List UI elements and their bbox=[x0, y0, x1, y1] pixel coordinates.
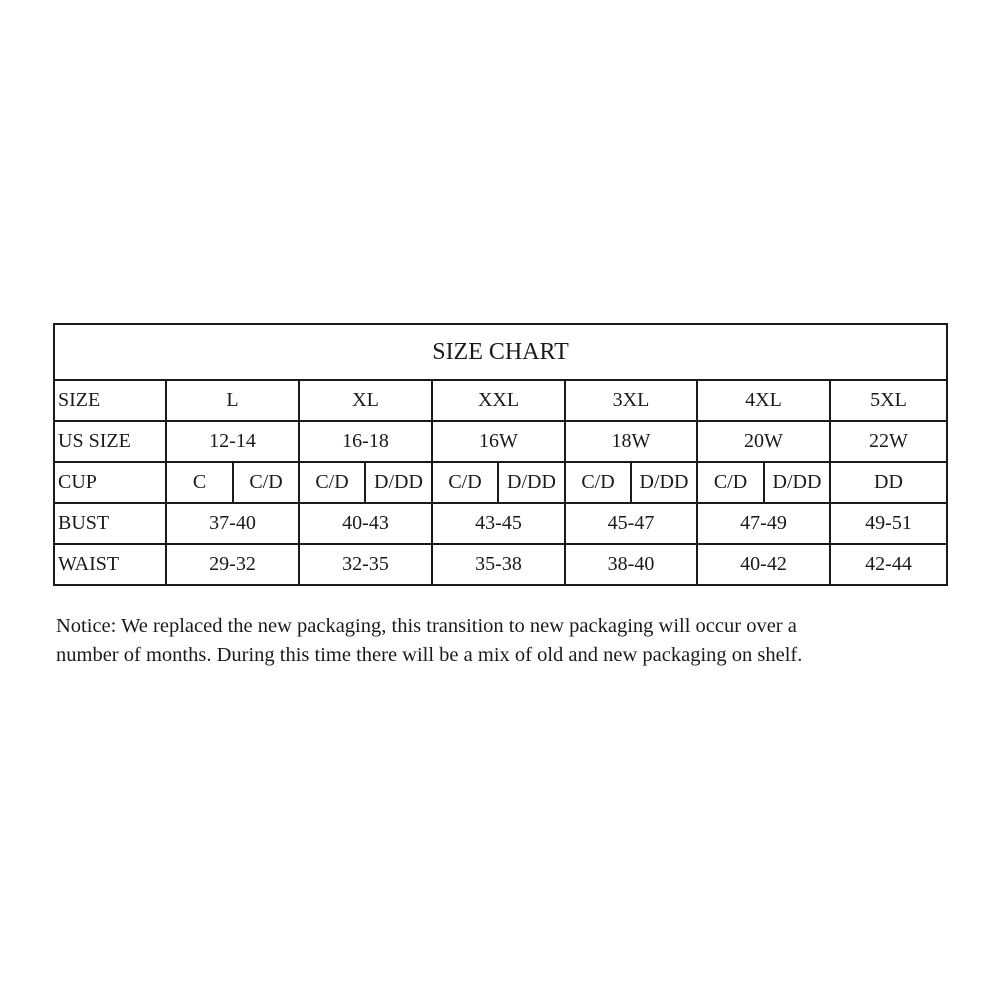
waist-cell: 38-40 bbox=[565, 544, 697, 585]
us-size-cell: 16W bbox=[432, 421, 565, 462]
bust-cell: 37-40 bbox=[166, 503, 299, 544]
bust-cell: 45-47 bbox=[565, 503, 697, 544]
size-cell: XL bbox=[299, 380, 432, 421]
waist-label: WAIST bbox=[54, 544, 166, 585]
cup-cell: DD bbox=[830, 462, 947, 503]
us-size-cell: 20W bbox=[697, 421, 830, 462]
cup-cell: D/DD bbox=[498, 462, 565, 503]
notice-line-1: Notice: We replaced the new packaging, this transition to new packaging will occur over a bbox=[56, 615, 797, 637]
cup-cell: C/D bbox=[233, 462, 299, 503]
waist-cell: 42-44 bbox=[830, 544, 947, 585]
packaging-notice bbox=[56, 612, 956, 670]
cup-label: CUP bbox=[54, 462, 166, 503]
bust-label: BUST bbox=[54, 503, 166, 544]
notice-line-2: number of months. During this time there will be a mix of old and new packaging on shelf. bbox=[56, 644, 803, 666]
size-cell: XXL bbox=[432, 380, 565, 421]
waist-cell: 40-42 bbox=[697, 544, 830, 585]
us-size-cell: 22W bbox=[830, 421, 947, 462]
bust-cell: 47-49 bbox=[697, 503, 830, 544]
cup-cell: D/DD bbox=[365, 462, 432, 503]
us-size-row bbox=[54, 421, 947, 462]
size-cell: 3XL bbox=[565, 380, 697, 421]
cup-cell: C bbox=[166, 462, 233, 503]
size-cell: 4XL bbox=[697, 380, 830, 421]
us-size-label: US SIZE bbox=[54, 421, 166, 462]
waist-row bbox=[54, 544, 947, 585]
us-size-cell: 16-18 bbox=[299, 421, 432, 462]
size-cell: 5XL bbox=[830, 380, 947, 421]
cup-cell: C/D bbox=[565, 462, 631, 503]
cup-cell: C/D bbox=[697, 462, 764, 503]
waist-cell: 29-32 bbox=[166, 544, 299, 585]
waist-cell: 32-35 bbox=[299, 544, 432, 585]
title-row bbox=[54, 324, 947, 380]
cup-cell: D/DD bbox=[764, 462, 830, 503]
us-size-cell: 12-14 bbox=[166, 421, 299, 462]
bust-cell: 49-51 bbox=[830, 503, 947, 544]
size-cell: L bbox=[166, 380, 299, 421]
bust-row bbox=[54, 503, 947, 544]
cup-cell: C/D bbox=[432, 462, 498, 503]
us-size-cell: 18W bbox=[565, 421, 697, 462]
size-label: SIZE bbox=[54, 380, 166, 421]
cup-row bbox=[54, 462, 947, 503]
waist-cell: 35-38 bbox=[432, 544, 565, 585]
size-row bbox=[54, 380, 947, 421]
bust-cell: 43-45 bbox=[432, 503, 565, 544]
cup-cell: D/DD bbox=[631, 462, 697, 503]
cup-cell: C/D bbox=[299, 462, 365, 503]
chart-title: SIZE CHART bbox=[54, 324, 947, 380]
size-chart-table bbox=[53, 323, 948, 586]
bust-cell: 40-43 bbox=[299, 503, 432, 544]
